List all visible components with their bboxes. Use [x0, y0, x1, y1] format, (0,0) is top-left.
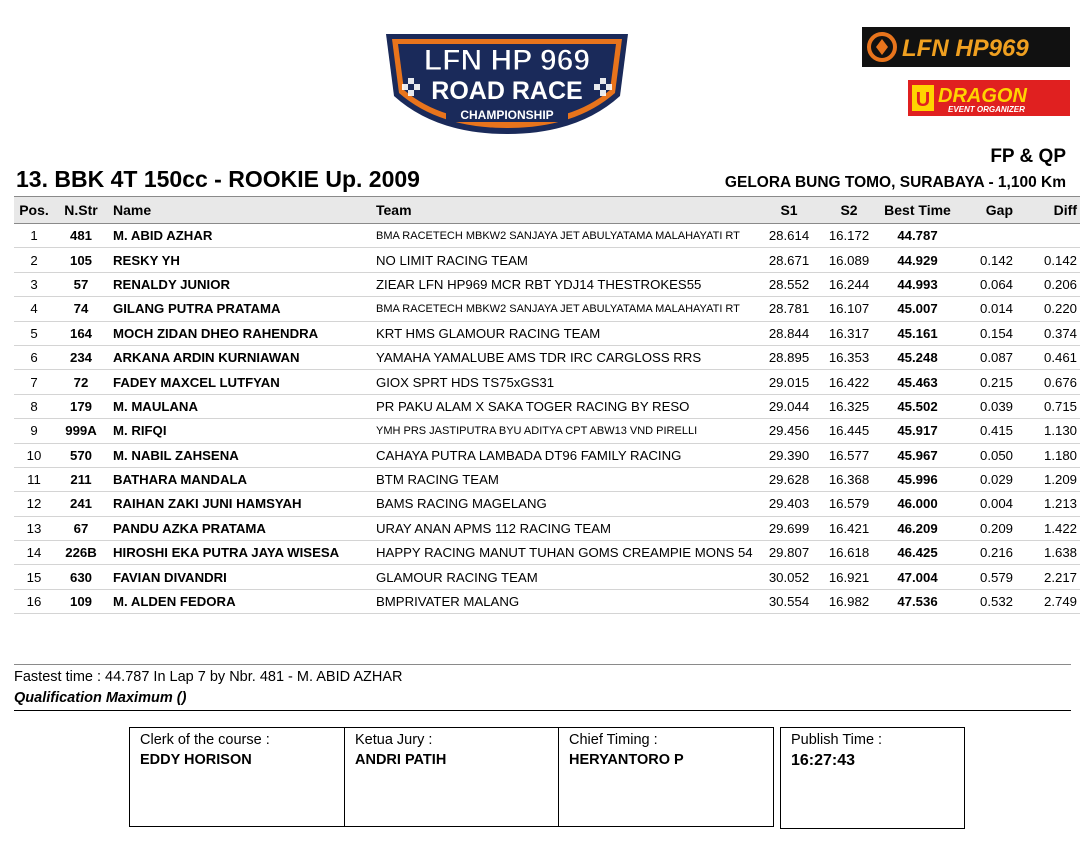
team-name: URAY ANAN APMS 112 RACING TEAM — [376, 516, 759, 540]
best-time: 47.536 — [879, 589, 956, 613]
rider-name: M. NABIL ZAHSENA — [108, 443, 376, 467]
publish-label: Publish Time : — [791, 732, 883, 748]
row-number: 630 — [54, 565, 108, 589]
team-name: GIOX SPRT HDS TS75xGS31 — [376, 370, 759, 394]
gap-value: 0.039 — [956, 394, 1021, 418]
sector1-time: 30.052 — [759, 565, 819, 589]
team-name: BTM RACING TEAM — [376, 467, 759, 491]
sector1-time: 29.628 — [759, 467, 819, 491]
venue-label: GELORA BUNG TOMO, SURABAYA - 1,100 Km — [724, 174, 1066, 191]
results-body — [14, 224, 1080, 614]
diff-value: 0.142 — [1021, 248, 1080, 272]
sector1-time: 29.456 — [759, 419, 819, 443]
best-time: 46.425 — [879, 541, 956, 565]
row-pos: 15 — [14, 565, 54, 589]
gap-value: 0.216 — [956, 541, 1021, 565]
row-pos: 4 — [14, 297, 54, 321]
table-row — [14, 565, 1080, 589]
table-row — [14, 321, 1080, 345]
diff-value: 0.374 — [1021, 321, 1080, 345]
col-diff: Diff — [1021, 197, 1080, 224]
best-time: 45.463 — [879, 370, 956, 394]
rider-name: ARKANA ARDIN KURNIAWAN — [108, 345, 376, 369]
col-pos: Pos. — [14, 197, 54, 224]
sector1-time: 28.671 — [759, 248, 819, 272]
gap-value: 0.014 — [956, 297, 1021, 321]
sector2-time: 16.445 — [819, 419, 879, 443]
footer-divider — [14, 664, 1071, 665]
sector1-time: 30.554 — [759, 589, 819, 613]
row-number: 570 — [54, 443, 108, 467]
signature-value: HERYANTORO P — [569, 752, 684, 768]
diff-value: 0.220 — [1021, 297, 1080, 321]
sector2-time: 16.422 — [819, 370, 879, 394]
best-time: 44.929 — [879, 248, 956, 272]
gap-value: 0.415 — [956, 419, 1021, 443]
gap-value: 0.029 — [956, 467, 1021, 491]
rider-name: GILANG PUTRA PRATAMA — [108, 297, 376, 321]
publish-value: 16:27:43 — [791, 752, 856, 769]
best-time: 45.161 — [879, 321, 956, 345]
row-pos: 8 — [14, 394, 54, 418]
rider-name: FAVIAN DIVANDRI — [108, 565, 376, 589]
diff-value: 0.715 — [1021, 394, 1080, 418]
dragon-tag: EVENT ORGANIZER — [948, 105, 1025, 114]
sponsor1-text: LFN HP969 — [902, 35, 1029, 62]
best-time: 44.787 — [879, 224, 956, 248]
row-number: 164 — [54, 321, 108, 345]
sector2-time: 16.921 — [819, 565, 879, 589]
logo-line2: ROAD RACE — [431, 77, 583, 105]
table-row — [14, 345, 1080, 369]
diff-value: 0.461 — [1021, 345, 1080, 369]
row-number: 179 — [54, 394, 108, 418]
team-name: YMH PRS JASTIPUTRA BYU ADITYA CPT ABW13 VND PIRELLI — [376, 419, 759, 443]
rider-name: HIROSHI EKA PUTRA JAYA WISESA — [108, 541, 376, 565]
signature-label: Ketua Jury : — [355, 732, 433, 748]
row-number: 211 — [54, 467, 108, 491]
diff-value: 1.638 — [1021, 541, 1080, 565]
session-label: FP & QP — [990, 146, 1066, 167]
sector2-time: 16.579 — [819, 492, 879, 516]
signature-box-jury — [344, 727, 559, 827]
gap-value: 0.050 — [956, 443, 1021, 467]
sector1-time: 28.552 — [759, 272, 819, 296]
best-time: 46.209 — [879, 516, 956, 540]
sector1-time: 29.403 — [759, 492, 819, 516]
row-number: 67 — [54, 516, 108, 540]
sector1-time: 29.044 — [759, 394, 819, 418]
sector2-time: 16.172 — [819, 224, 879, 248]
diff-value: 1.213 — [1021, 492, 1080, 516]
rider-name: PANDU AZKA PRATAMA — [108, 516, 376, 540]
table-row — [14, 297, 1080, 321]
signature-box-clerk — [129, 727, 345, 827]
row-number: 234 — [54, 345, 108, 369]
sector1-time: 29.015 — [759, 370, 819, 394]
col-team: Team — [376, 197, 759, 224]
row-pos: 1 — [14, 224, 54, 248]
rider-name: FADEY MAXCEL LUTFYAN — [108, 370, 376, 394]
team-name: KRT HMS GLAMOUR RACING TEAM — [376, 321, 759, 345]
signature-label: Clerk of the course : — [140, 732, 270, 748]
sector2-time: 16.353 — [819, 345, 879, 369]
logo-line3: CHAMPIONSHIP — [460, 108, 554, 122]
row-number: 481 — [54, 224, 108, 248]
row-number: 109 — [54, 589, 108, 613]
col-s2: S2 — [819, 197, 879, 224]
diff-value: 0.676 — [1021, 370, 1080, 394]
diff-value: 1.422 — [1021, 516, 1080, 540]
gap-value: 0.215 — [956, 370, 1021, 394]
signature-value: ANDRI PATIH — [355, 752, 447, 768]
row-pos: 2 — [14, 248, 54, 272]
best-time: 45.248 — [879, 345, 956, 369]
best-time: 45.007 — [879, 297, 956, 321]
row-pos: 6 — [14, 345, 54, 369]
rider-name: RENALDY JUNIOR — [108, 272, 376, 296]
rider-name: M. ALDEN FEDORA — [108, 589, 376, 613]
rider-name: RAIHAN ZAKI JUNI HAMSYAH — [108, 492, 376, 516]
rider-name: BATHARA MANDALA — [108, 467, 376, 491]
sector2-time: 16.244 — [819, 272, 879, 296]
logo-line1: LFN HP 969 — [423, 44, 591, 77]
diff-value: 2.217 — [1021, 565, 1080, 589]
sector1-time: 29.390 — [759, 443, 819, 467]
championship-logo — [378, 26, 636, 136]
table-row — [14, 248, 1080, 272]
sector2-time: 16.317 — [819, 321, 879, 345]
team-name: BAMS RACING MAGELANG — [376, 492, 759, 516]
gap-value: 0.532 — [956, 589, 1021, 613]
results-table — [14, 196, 1080, 614]
team-name: BMPRIVATER MALANG — [376, 589, 759, 613]
best-time: 47.004 — [879, 565, 956, 589]
sector1-time: 28.614 — [759, 224, 819, 248]
sector2-time: 16.577 — [819, 443, 879, 467]
diff-value: 1.180 — [1021, 443, 1080, 467]
table-row — [14, 516, 1080, 540]
dragon-logo — [908, 80, 1070, 116]
row-pos: 16 — [14, 589, 54, 613]
table-row — [14, 443, 1080, 467]
table-row — [14, 370, 1080, 394]
table-row — [14, 272, 1080, 296]
dragon-name: DRAGON — [938, 85, 1027, 107]
team-name: GLAMOUR RACING TEAM — [376, 565, 759, 589]
rider-name: RESKY YH — [108, 248, 376, 272]
event-title: 13. BBK 4T 150cc - ROOKIE Up. 2009 — [16, 166, 420, 192]
row-pos: 12 — [14, 492, 54, 516]
col-s1: S1 — [759, 197, 819, 224]
rider-name: M. MAULANA — [108, 394, 376, 418]
table-row — [14, 541, 1080, 565]
best-time: 45.996 — [879, 467, 956, 491]
best-time: 45.502 — [879, 394, 956, 418]
gap-value: 0.142 — [956, 248, 1021, 272]
table-row — [14, 394, 1080, 418]
svg-text:U: U — [915, 89, 931, 111]
row-pos: 13 — [14, 516, 54, 540]
team-name: YAMAHA YAMALUBE AMS TDR IRC CARGLOSS RRS — [376, 345, 759, 369]
sector1-time: 29.807 — [759, 541, 819, 565]
sector2-time: 16.368 — [819, 467, 879, 491]
best-time: 44.993 — [879, 272, 956, 296]
sector1-time: 29.699 — [759, 516, 819, 540]
row-pos: 14 — [14, 541, 54, 565]
row-pos: 9 — [14, 419, 54, 443]
qualification-divider — [14, 710, 1071, 711]
row-number: 105 — [54, 248, 108, 272]
diff-value: 0.206 — [1021, 272, 1080, 296]
row-number: 57 — [54, 272, 108, 296]
best-time: 45.967 — [879, 443, 956, 467]
team-name: BMA RACETECH MBKW2 SANJAYA JET ABULYATAMA MALAHAYATI RT — [376, 297, 759, 321]
row-number: 226B — [54, 541, 108, 565]
gap-value — [956, 224, 1021, 248]
table-row — [14, 589, 1080, 613]
rider-name: M. RIFQI — [108, 419, 376, 443]
team-name: ZIEAR LFN HP969 MCR RBT YDJ14 THESTROKES55 — [376, 272, 759, 296]
row-number: 241 — [54, 492, 108, 516]
best-time: 46.000 — [879, 492, 956, 516]
sector2-time: 16.089 — [819, 248, 879, 272]
team-name: HAPPY RACING MANUT TUHAN GOMS CREAMPIE MONS 54 — [376, 541, 759, 565]
sector2-time: 16.421 — [819, 516, 879, 540]
row-pos: 3 — [14, 272, 54, 296]
team-name: BMA RACETECH MBKW2 SANJAYA JET ABULYATAMA MALAHAYATI RT — [376, 224, 759, 248]
signature-box-timing — [558, 727, 774, 827]
diff-value: 2.749 — [1021, 589, 1080, 613]
signature-value: EDDY HORISON — [140, 752, 252, 768]
row-number: 74 — [54, 297, 108, 321]
col-nstr: N.Str — [54, 197, 108, 224]
gap-value: 0.579 — [956, 565, 1021, 589]
lfn-hp969-logo — [862, 27, 1070, 67]
rider-name: M. ABID AZHAR — [108, 224, 376, 248]
diff-value: 1.130 — [1021, 419, 1080, 443]
col-best: Best Time — [879, 197, 956, 224]
sector2-time: 16.618 — [819, 541, 879, 565]
gap-value: 0.154 — [956, 321, 1021, 345]
signature-label: Chief Timing : — [569, 732, 658, 748]
gap-value: 0.087 — [956, 345, 1021, 369]
sector2-time: 16.107 — [819, 297, 879, 321]
row-number: 72 — [54, 370, 108, 394]
fastest-time: Fastest time : 44.787 In Lap 7 by Nbr. 481 - M. ABID AZHAR — [14, 669, 403, 685]
diff-value — [1021, 224, 1080, 248]
best-time: 45.917 — [879, 419, 956, 443]
gap-value: 0.064 — [956, 272, 1021, 296]
sector1-time: 28.895 — [759, 345, 819, 369]
sector1-time: 28.844 — [759, 321, 819, 345]
table-row — [14, 492, 1080, 516]
row-pos: 10 — [14, 443, 54, 467]
row-number: 999A — [54, 419, 108, 443]
team-name: NO LIMIT RACING TEAM — [376, 248, 759, 272]
rider-name: MOCH ZIDAN DHEO RAHENDRA — [108, 321, 376, 345]
row-pos: 7 — [14, 370, 54, 394]
gap-value: 0.004 — [956, 492, 1021, 516]
row-pos: 11 — [14, 467, 54, 491]
sector2-time: 16.982 — [819, 589, 879, 613]
qualification-note: Qualification Maximum () — [14, 690, 187, 706]
diff-value: 1.209 — [1021, 467, 1080, 491]
gap-value: 0.209 — [956, 516, 1021, 540]
sector1-time: 28.781 — [759, 297, 819, 321]
team-name: CAHAYA PUTRA LAMBADA DT96 FAMILY RACING — [376, 443, 759, 467]
results-header — [14, 197, 1080, 224]
sector2-time: 16.325 — [819, 394, 879, 418]
row-pos: 5 — [14, 321, 54, 345]
table-row — [14, 419, 1080, 443]
col-name: Name — [108, 197, 376, 224]
team-name: PR PAKU ALAM X SAKA TOGER RACING BY RESO — [376, 394, 759, 418]
col-gap: Gap — [956, 197, 1021, 224]
table-row — [14, 467, 1080, 491]
publish-time-box — [780, 727, 965, 829]
table-row — [14, 224, 1080, 248]
